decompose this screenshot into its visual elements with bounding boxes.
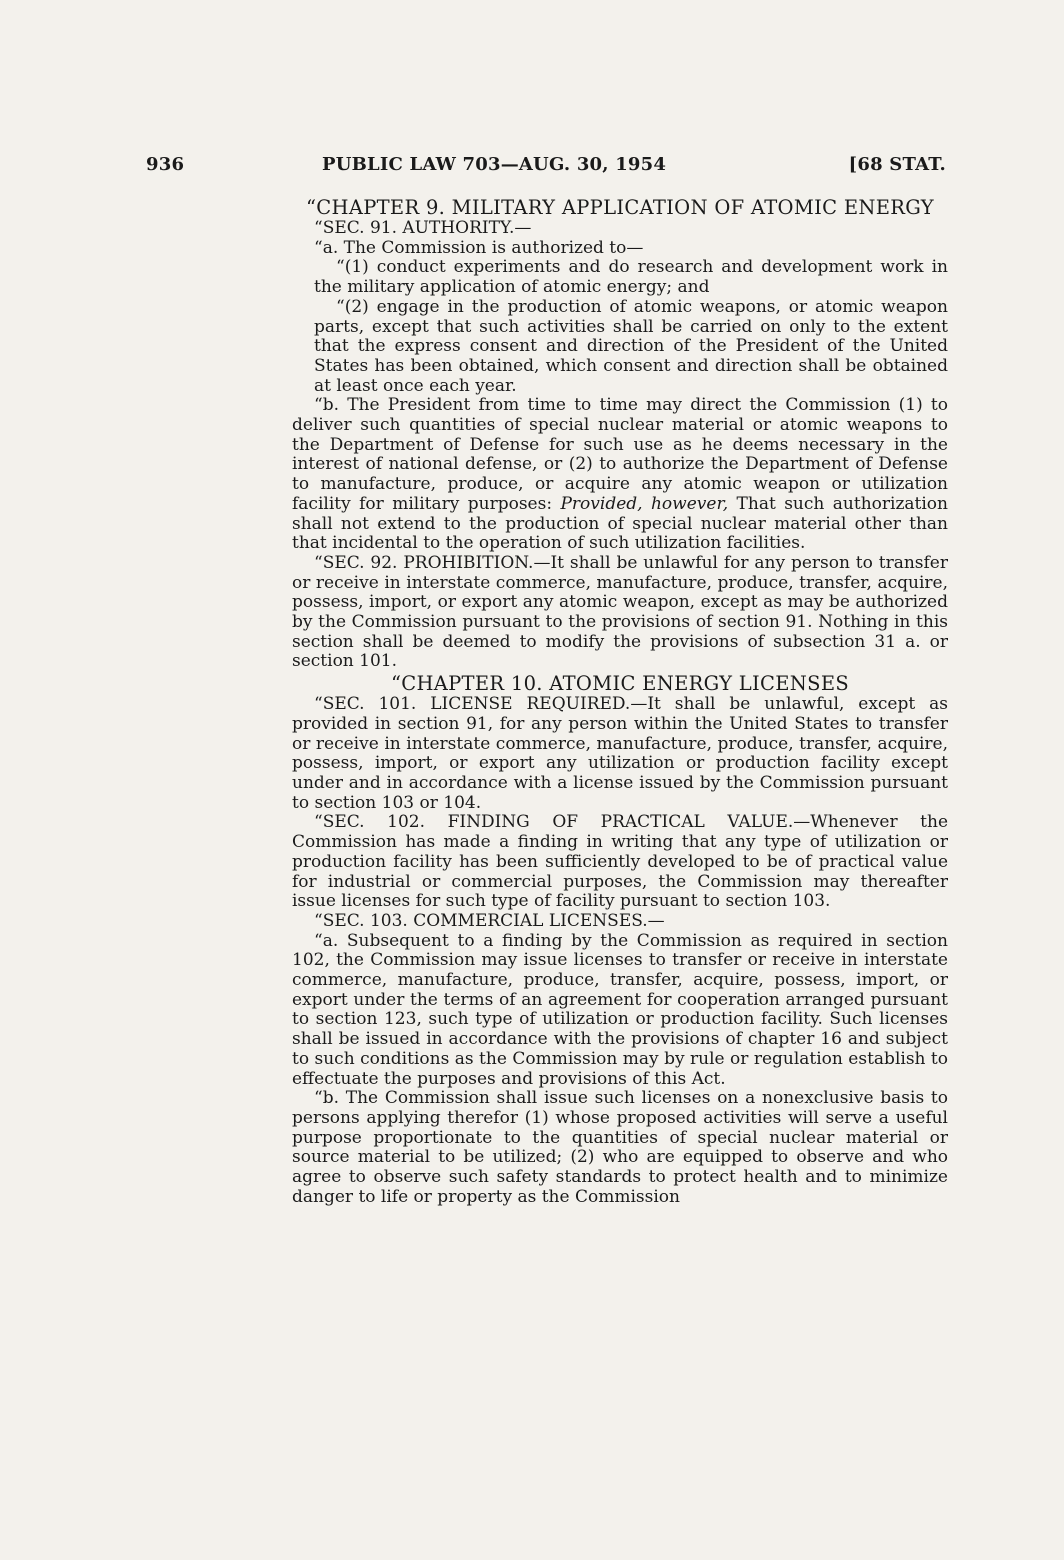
sec-91-b-part1: “b. The President from time to time may direct the Commission (1) to deliver such quantities of special nuclear material or atomic weapons to the Department of Defense for such use as he deems necessary in the interest of national defense, or (2) to authorize the Department of Defense to manufacture, produce, or acquire any atomic weapon or utilization facility for military purposes:	[292, 395, 948, 514]
chapter-10-heading: “CHAPTER 10. ATOMIC ENERGY LICENSES	[390, 672, 850, 696]
page-body	[292, 196, 948, 1207]
header-title: PUBLIC LAW 703—AUG. 30, 1954	[322, 154, 667, 175]
running-header	[146, 154, 946, 180]
sec-92	[292, 554, 948, 672]
chapter-9-heading: “CHAPTER 9. MILITARY APPLICATION OF ATOMIC ENERGY	[306, 196, 934, 219]
sec-103-heading: “SEC. 103. COMMERCIAL LICENSES.—	[314, 910, 665, 931]
statute-reference: [68 STAT.	[848, 154, 946, 175]
sec-91-b	[292, 396, 948, 554]
sec-103-b: “b. The Commission shall issue such licenses on a nonexclusive basis to persons applying therefor (1) whose proposed activities will serve a useful purpose proportionate to the quantities of special nuclear material or source material to be utilized; (2) who are equipped to observe and who agree to observe such safety standards to protect health and to minimize danger to life or property as the Commission	[292, 1088, 948, 1207]
sec-102-text: —Whenever the Commission has made a finding in writing that any type of utilization or production facility has been sufficiently developed to be of practical value for industrial or commercial purposes, the Commission may thereafter issue licenses for such type of facility pursuant to section 103.	[292, 812, 949, 912]
sec-91-a-1: “(1) conduct experiments and do research and development work in the military application of atomic energy; and	[314, 257, 948, 298]
sec-92-heading: “SEC. 92. PROHIBITION.	[314, 552, 534, 573]
sec-101-text: —It shall be unlawful, except as provided in section 91, for any person within the United States to transfer or receive in interstate commerce, manufacture, produce, transfer, acquire, possess, import, or export any utilization or production facility except under and in accordance with a license issued by the Commission pursuant to section 103 or 104.	[292, 694, 948, 813]
sec-91-b-part2: That such authorization shall not extend to the production of special nuclear material other than that incidental to the operation of such utilization facilities.	[292, 493, 948, 554]
sec-91-heading: “SEC. 91. AUTHORITY.—	[314, 218, 532, 238]
sec-102	[292, 813, 948, 912]
sec-92-text: —It shall be unlawful for any person to transfer or receive in interstate commerce, manufacture, produce, transfer, acquire, possess, import, or export any atomic weapon, except as may be authorized by the Commission pursuant to the provisions of section 91. Nothing in this section shall be deemed to modify the provisions of subsection 31 a. or section 101.	[292, 552, 948, 672]
sec-101-heading: “SEC. 101. LICENSE REQUIRED.	[314, 694, 631, 715]
proviso-italic: Provided, however,	[560, 493, 729, 514]
page-number: 936	[146, 154, 185, 175]
sec-101	[292, 695, 948, 813]
sec-103-a: “a. Subsequent to a finding by the Commission as required in section 102, the Commission may issue licenses to transfer or receive in interstate commerce, manufacture, produce, transfer, acquire, possess, import, or export under the terms of an agreement for cooperation arranged pursuant to section 123, such type of utilization or production facility. Such licenses shall be issued in accordance with the provisions of chapter 16 and subject to such conditions as the Commission may by rule or regulation establish to effectuate the purposes and provisions of this Act.	[292, 930, 948, 1089]
sec-102-heading: “SEC. 102. FINDING OF PRACTICAL VALUE.	[314, 812, 794, 833]
sec-91-a-2: “(2) engage in the production of atomic weapons, or atomic weapon parts, except that such activities shall be carried on only to the extent that the express consent and direction of the President of the United States has been obtained, which consent and direction shall be obtained at least once each year.	[314, 296, 948, 396]
sec-91-a: “a. The Commission is authorized to—	[314, 237, 644, 258]
